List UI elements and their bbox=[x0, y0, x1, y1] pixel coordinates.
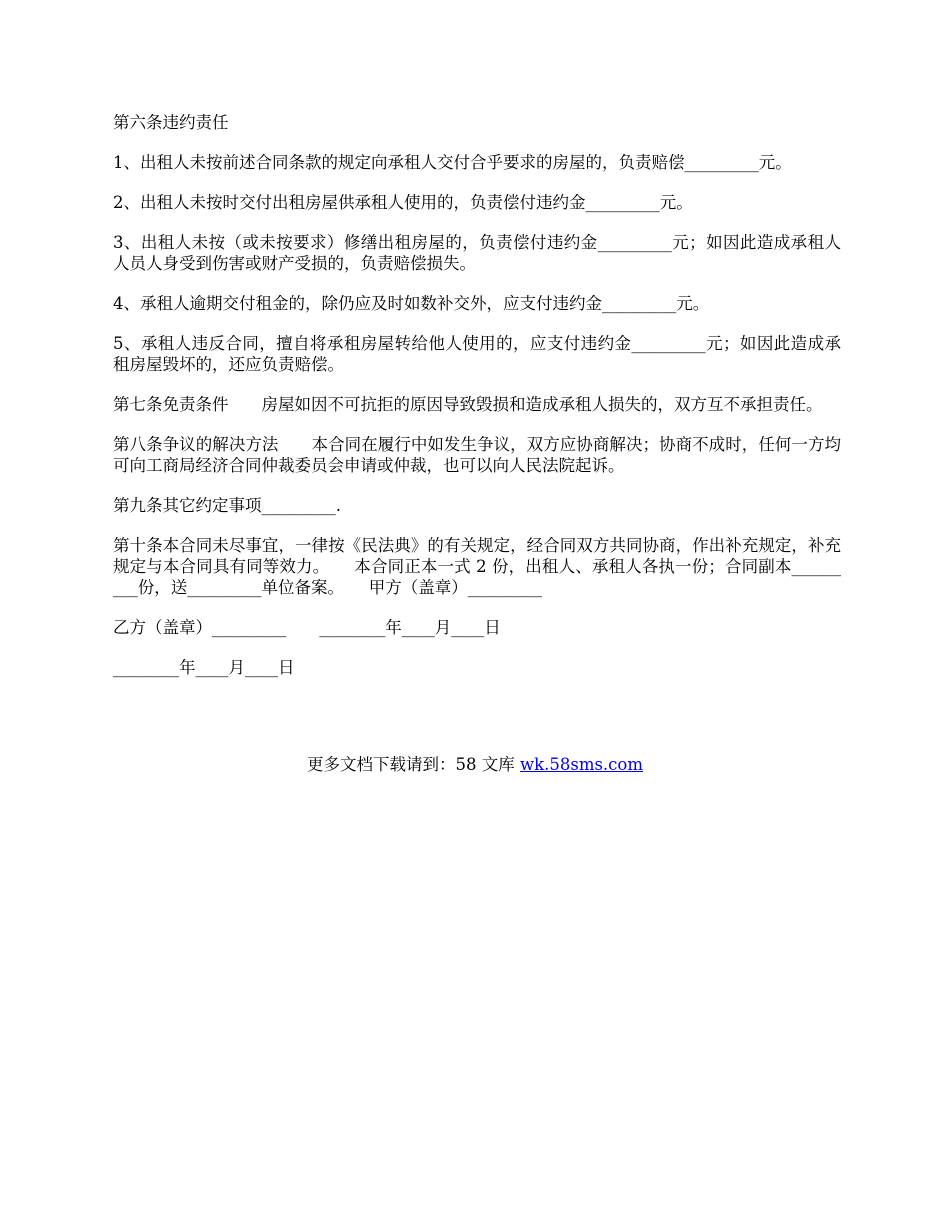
clause-6-3: 3、出租人未按（或未按要求）修缮出租房屋的，负责偿付违约金_________元；如因此造成承租人人员人身受到伤害或财产受损的，负责赔偿损失。 bbox=[113, 233, 841, 273]
clause-6-2: 2、出租人未按时交付出租房屋供承租人使用的，负责偿付违约金_________元。 bbox=[113, 193, 693, 212]
section-7-exemption: 第七条免责条件 房屋如因不可抗拒的原因导致毁损和造成承租人损失的，双方互不承担责任。 bbox=[113, 395, 823, 414]
download-footer bbox=[0, 754, 950, 775]
clause-6-4: 4、承租人逾期交付租金的，除仍应及时如数补交外，应支付违约金_________元。 bbox=[113, 294, 710, 313]
clause-6-1: 1、出租人未按前述合同条款的规定向承租人交付合乎要求的房屋的，负责赔偿_________元。 bbox=[113, 153, 792, 172]
date-line: ________年____月____日 bbox=[113, 658, 295, 677]
clause-6-5: 5、承租人违反合同，擅自将承租房屋转给他人使用的，应支付违约金_________元；如因此造成承租房屋毁坏的，还应负责赔偿。 bbox=[113, 334, 841, 374]
section-8-dispute-resolution: 第八条争议的解决方法 本合同在履行中如发生争议，双方应协商解决；协商不成时，任何一方均可向工商局经济合同仲裁委员会申请或仲裁，也可以向人民法院起诉。 bbox=[113, 435, 841, 475]
section-9-other-matters: 第九条其它约定事项_________. bbox=[113, 496, 341, 515]
section-10-supplementary: 第十条本合同未尽事宜，一律按《民法典》的有关规定，经合同双方共同协商，作出补充规定，补充规定与本合同具有同等效力。 本合同正本一式 2 份，出租人、承租人各执一份；合同副本_________份，送_________单位备案。 甲方（盖章）_________ bbox=[113, 536, 841, 597]
footer-prefix: 更多文档下载请到：58 文库 bbox=[306, 755, 520, 774]
document-body bbox=[113, 112, 841, 697]
party-b-signature-line: 乙方（盖章）_________ ________年____月____日 bbox=[113, 618, 501, 637]
footer-link[interactable]: wk.58sms.com bbox=[519, 755, 643, 774]
section-6-heading: 第六条违约责任 bbox=[113, 113, 229, 132]
